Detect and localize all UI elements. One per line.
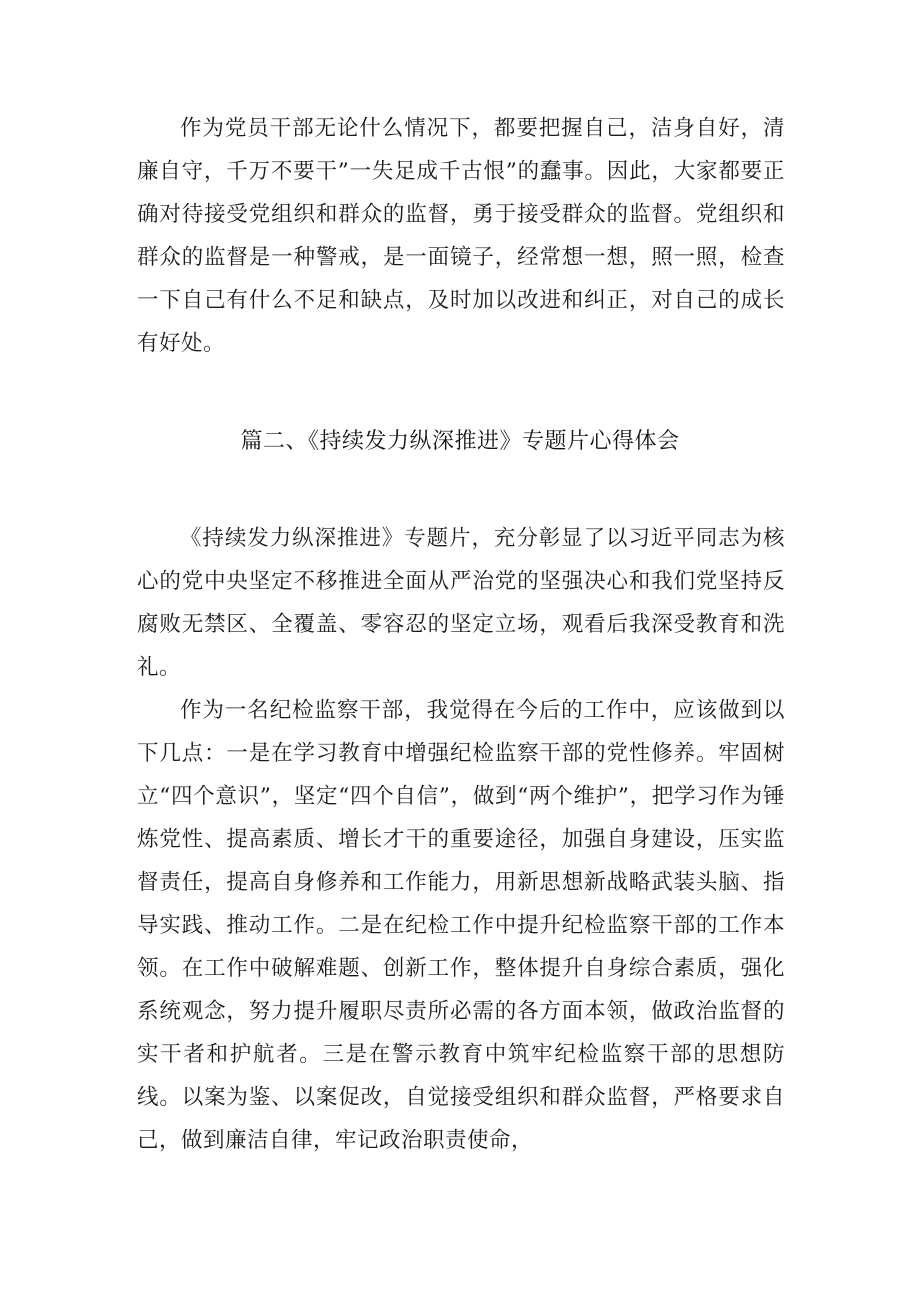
paragraph: 作为党员干部无论什么情况下，都要把握自己，洁身自好，清廉自守，千万不要干”一失足成千古恨”的蠢事。因此，大家都要正确对待接受党组织和群众的监督，勇于接受群众的监督。党组织和群众的监督是一种警戒，是一面镜子，经常想一想，照一照，检查一下自己有什么不足和缺点，及时加以改进和纠正，对自己的成长有好处。 [137,116,785,356]
section-2-body [137,517,785,1162]
section-heading: 篇二、《持续发力纵深推进》专题片心得体会 [240,429,680,454]
section-1-body [137,107,785,365]
paragraph: 作为一名纪检监察干部，我觉得在今后的工作中，应该做到以下几点：一是在学习教育中增强纪检监察干部的党性修养。牢固树立“四个意识”，坚定“四个自信”，做到“两个维护”，把学习作为锤炼党性、提高素质、增长才干的重要途径，加强自身建设，压实监督责任，提高自身修养和工作能力，用新思想新战略武装头脑、指导实践、推动工作。二是在纪检工作中提升纪检监察干部的工作本领。在工作中破解难题、创新工作，整体提升自身综合素质，强化系统观念，努力提升履职尽责所必需的各方面本领，做政治监督的实干者和护航者。三是在警示教育中筑牢纪检监察干部的思想防线。以案为鉴、以案促改，自觉接受组织和群众监督，严格要求自己，做到廉洁自律，牢记政治职责使命， [137,698,785,1153]
paragraph: 《持续发力纵深推进》专题片，充分彰显了以习近平同志为核心的党中央坚定不移推进全面从严治党的坚强决心和我们党坚持反腐败无禁区、全覆盖、零容忍的坚定立场，观看后我深受教育和洗礼。 [137,526,785,680]
